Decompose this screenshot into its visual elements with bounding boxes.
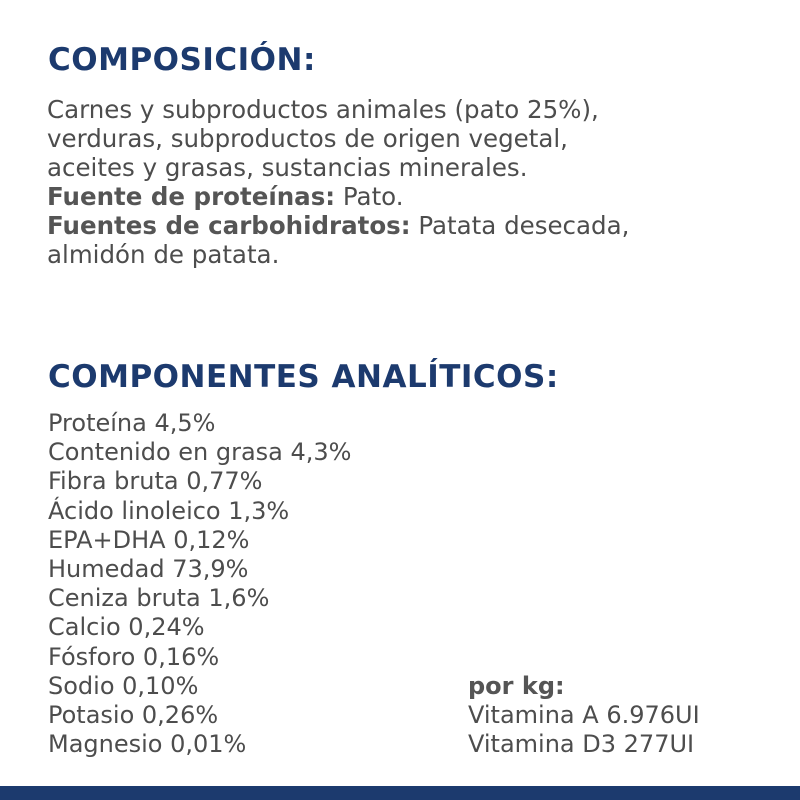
composition-text <box>47 95 767 269</box>
composition-line: verduras, subproductos de origen vegetal, <box>47 124 568 153</box>
composition-heading: COMPOSICIÓN: <box>48 42 316 78</box>
analytical-list <box>48 409 351 759</box>
analytical-item: Magnesio 0,01% <box>48 730 247 759</box>
analytical-item: Ácido linoleico 1,3% <box>48 496 290 525</box>
analytical-item: Potasio 0,26% <box>48 701 219 730</box>
analytical-item: Sodio 0,10% <box>48 671 199 700</box>
protein-source-line <box>47 182 767 211</box>
analytical-item: Fósforo 0,16% <box>48 642 220 671</box>
vitamin-item: Vitamina A 6.976UI <box>468 701 700 730</box>
analytical-item: Proteína 4,5% <box>48 409 216 437</box>
per-kg-block <box>468 672 700 760</box>
analytical-item: Calcio 0,24% <box>48 613 205 642</box>
composition-line: aceites y grasas, sustancias minerales. <box>47 153 528 182</box>
composition-line: Carnes y subproductos animales (pato 25%), <box>47 95 599 124</box>
analytical-item: Humedad 73,9% <box>48 555 249 584</box>
analytical-item: Fibra bruta 0,77% <box>48 467 263 496</box>
protein-source-value: Pato. <box>335 182 404 211</box>
protein-source-label: Fuente de proteínas: <box>47 182 336 211</box>
bottom-bar <box>0 786 800 800</box>
carb-source-line-2: almidón de patata. <box>47 240 280 269</box>
analytical-item: Contenido en grasa 4,3% <box>48 438 352 467</box>
analytical-heading: COMPONENTES ANALÍTICOS: <box>48 359 559 395</box>
vitamin-item: Vitamina D3 277UI <box>468 730 695 759</box>
carb-source-value: Patata desecada, <box>410 211 630 240</box>
carb-source-line <box>47 211 767 240</box>
per-kg-title: por kg: <box>468 672 565 700</box>
analytical-item: Ceniza bruta 1,6% <box>48 584 270 613</box>
analytical-item: EPA+DHA 0,12% <box>48 525 250 554</box>
carb-source-label: Fuentes de carbohidratos: <box>47 211 411 240</box>
